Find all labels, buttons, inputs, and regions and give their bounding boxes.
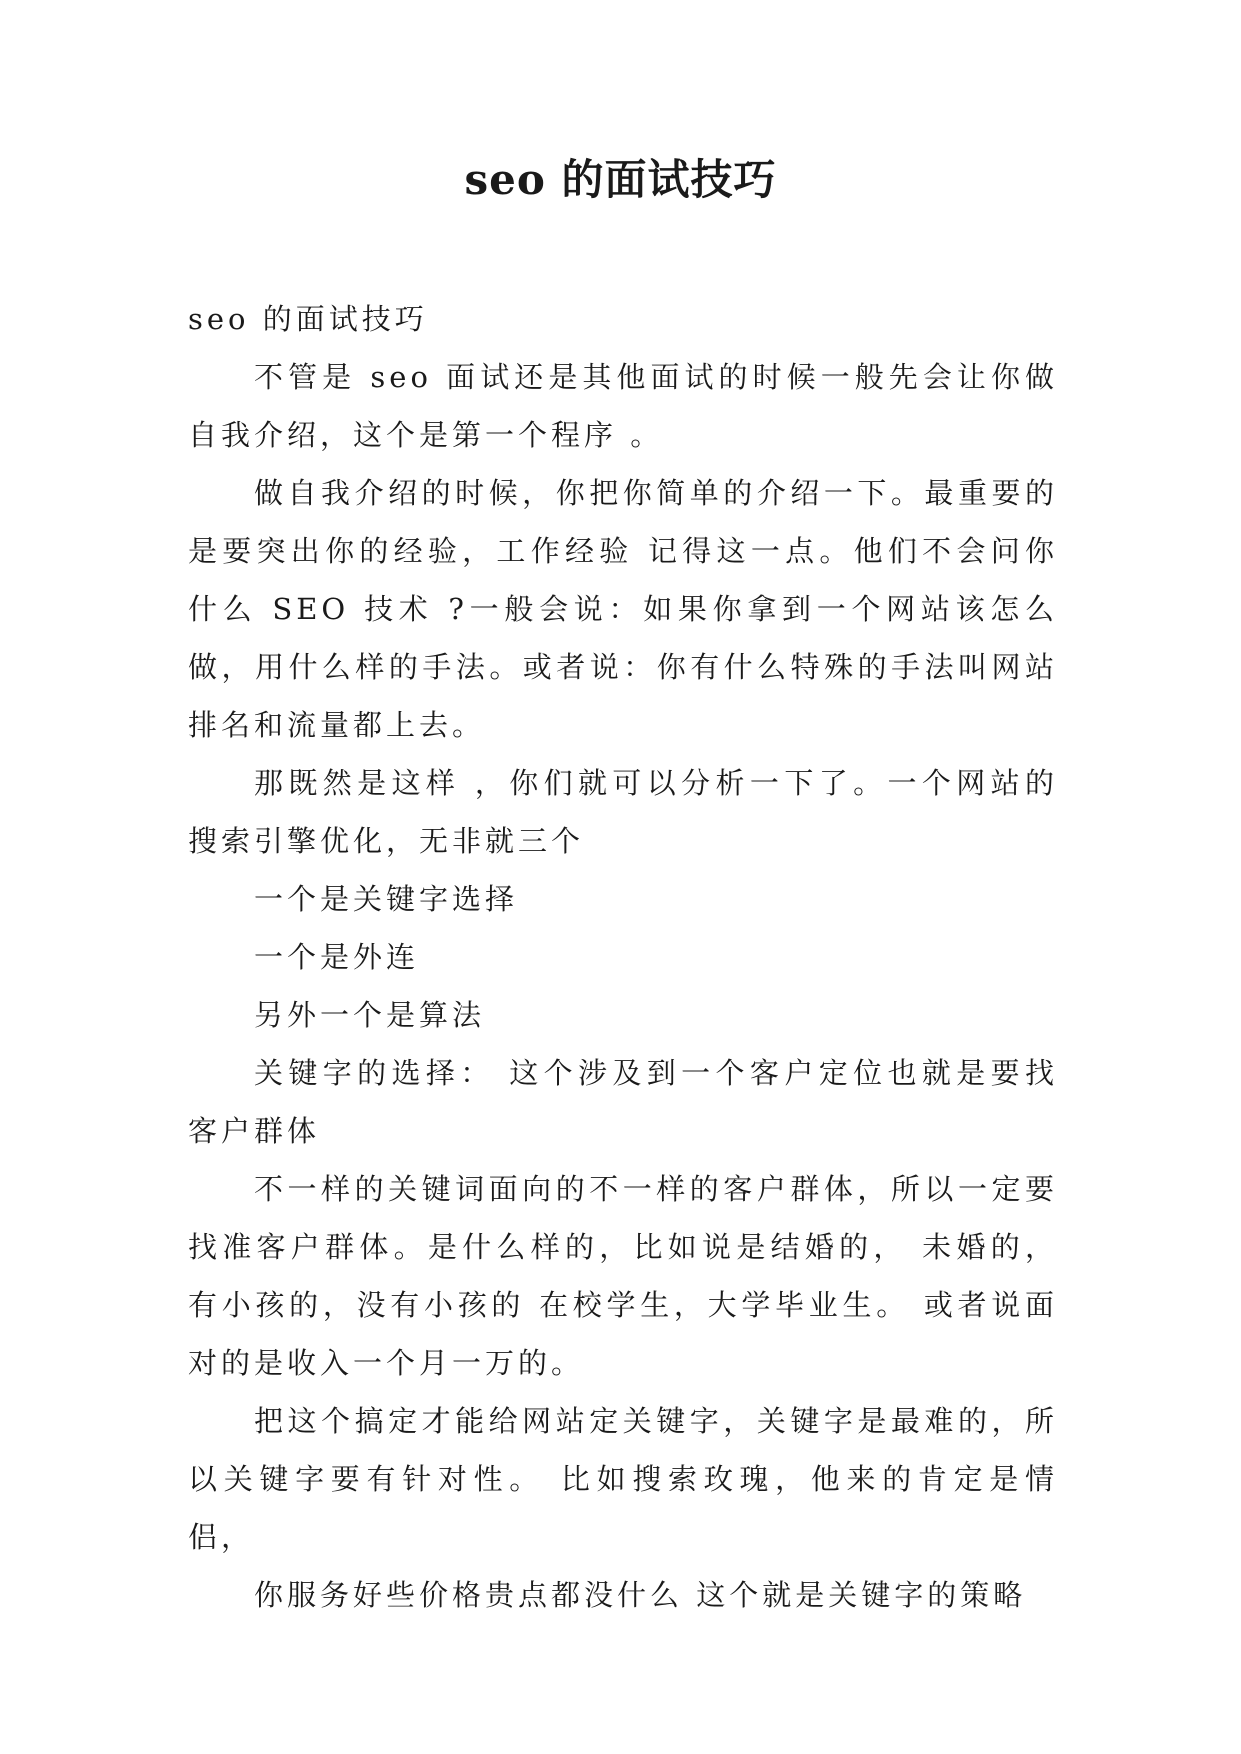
- document-body: [188, 290, 1058, 1624]
- paragraph: 不一样的关键词面向的不一样的客户群体，所以一定要找准客户群体。是什么样的，比如说是结婚的， 未婚的，有小孩的，没有小孩的 在校学生，大学毕业生。 或者说面对的是收入一个月一万的。: [188, 1172, 1058, 1380]
- paragraph: 做自我介绍的时候，你把你简单的介绍一下。最重要的是要突出你的经验，工作经验 记得这一点。他们不会问你什么 SEO 技术 ?一般会说：如果你拿到一个网站该怎么做，用什么样的手法。或者说：你有什么特殊的手法叫网站排名和流量都上去。: [188, 476, 1058, 742]
- list-item-algorithm: 另外一个是算法: [254, 998, 486, 1032]
- list-item-keyword-selection: 一个是关键字选择: [254, 882, 519, 916]
- paragraph: 关键字的选择： 这个涉及到一个客户定位也就是要找客户群体: [188, 1056, 1058, 1148]
- paragraph: 把这个搞定才能给网站定关键字，关键字是最难的，所以关键字要有针对性。 比如搜索玫瑰，他来的肯定是情侣，: [188, 1404, 1058, 1554]
- paragraph-subtitle: seo 的面试技巧: [188, 302, 428, 336]
- document-title: seo 的面试技巧: [464, 155, 777, 204]
- list-item-external-links: 一个是外连: [254, 940, 420, 974]
- paragraph: 那既然是这样 ，你们就可以分析一下了。一个网站的搜索引擎优化，无非就三个: [188, 766, 1058, 858]
- paragraph: 你服务好些价格贵点都没什么 这个就是关键字的策略: [254, 1578, 1027, 1612]
- paragraph: 不管是 seo 面试还是其他面试的时候一般先会让你做自我介绍，这个是第一个程序 。: [188, 360, 1058, 452]
